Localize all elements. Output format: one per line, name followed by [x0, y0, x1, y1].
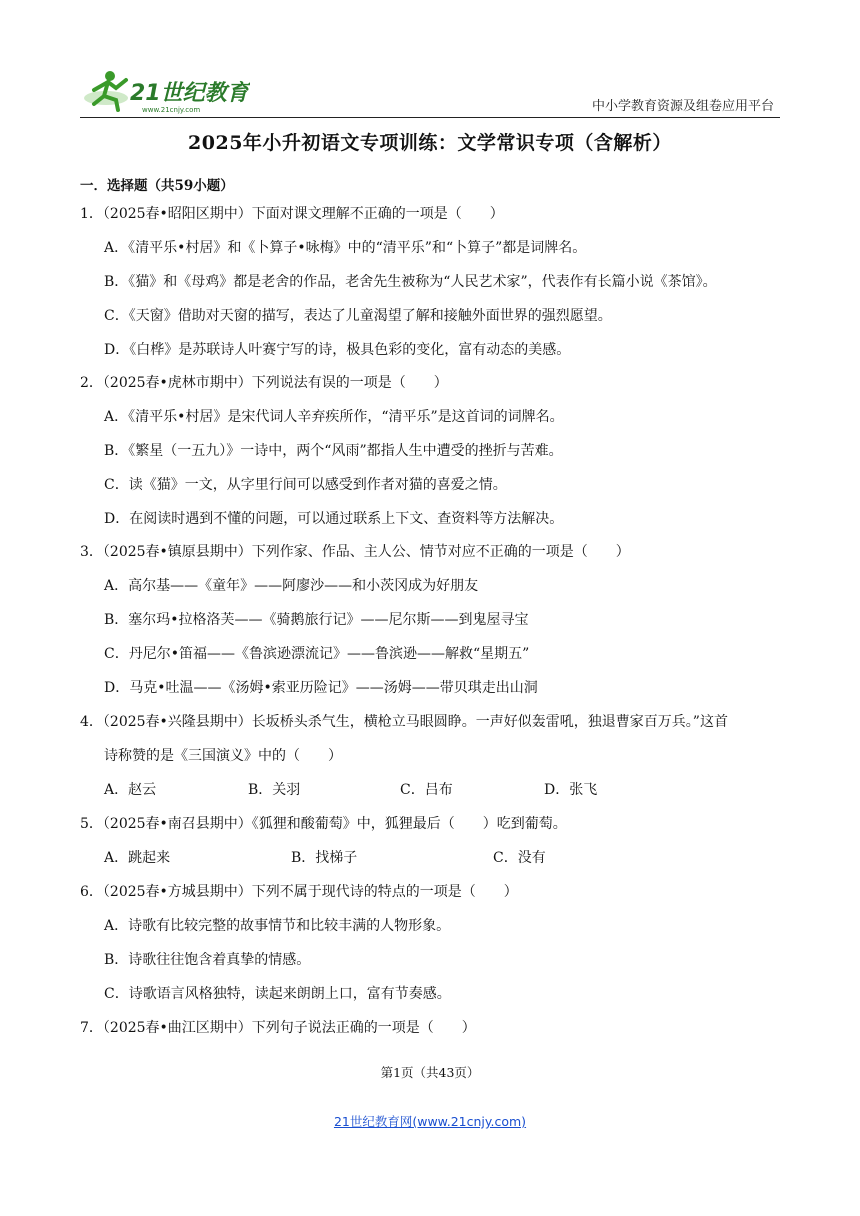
question-2-option-a: A．《清平乐•村居》是宋代词人辛弃疾所作，“清平乐”是这首词的词牌名。	[104, 409, 564, 425]
question-4-option-d: D．张飞	[544, 782, 598, 798]
logo	[80, 68, 250, 116]
logo-url-text: www.21cnjy.com	[142, 106, 201, 114]
header-divider	[80, 117, 780, 118]
question-2-option-d: D．在阅读时遇到不懂的问题，可以通过联系上下文、查资料等方法解决。	[104, 511, 564, 527]
question-4-option-a: A．赵云	[104, 782, 157, 798]
question-3-option-b: B．塞尔玛•拉格洛芙——《骑鹅旅行记》——尼尔斯——到鬼屋寻宝	[104, 612, 529, 628]
question-7-stem: 7．（2025春•曲江区期中）下列句子说法正确的一项是（ ）	[80, 1020, 476, 1036]
question-3-option-c: C．丹尼尔•笛福——《鲁滨逊漂流记》——鲁滨逊——解救“星期五”	[104, 646, 530, 662]
footer-link[interactable]: 21世纪教育网(www.21cnjy.com)	[333, 1114, 527, 1129]
logo-text: 21世纪教育	[130, 81, 249, 106]
question-1-option-b: B．《猫》和《母鸡》都是老舍的作品，老舍先生被称为“人民艺术家”，代表作有长篇小说《茶馆》。	[104, 274, 717, 290]
runner-logo-icon	[80, 68, 250, 116]
platform-name: 中小学教育资源及组卷应用平台	[591, 99, 774, 114]
question-5-option-b: B．找梯子	[291, 850, 358, 866]
question-6-stem: 6．（2025春•方城县期中）下列不属于现代诗的特点的一项是（ ）	[80, 884, 518, 900]
page-number: 第1页（共43页）	[380, 1065, 480, 1080]
document-title: 2025年小升初语文专项训练：文学常识专项（含解析）	[188, 132, 672, 154]
question-4-stem-line-2: 诗称赞的是《三国演义》中的（ ）	[104, 748, 342, 764]
question-4-option-c: C．吕布	[400, 782, 453, 798]
question-1-option-c: C．《天窗》借助对天窗的描写，表达了儿童渴望了解和接触外面世界的强烈愿望。	[104, 308, 612, 324]
question-1-option-d: D．《白桦》是苏联诗人叶赛宁写的诗，极具色彩的变化，富有动态的美感。	[104, 342, 571, 358]
question-1-option-a: A．《清平乐•村居》和《卜算子•咏梅》中的“清平乐”和“卜算子”都是词牌名。	[104, 240, 587, 256]
section-heading: 一．选择题（共59小题）	[80, 178, 234, 194]
question-3-stem: 3．（2025春•镇原县期中）下列作家、作品、主人公、情节对应不正确的一项是（ ）	[80, 544, 630, 560]
question-3-option-a: A．高尔基——《童年》——阿廖沙——和小茨冈成为好朋友	[104, 578, 479, 594]
question-6-option-b: B．诗歌往往饱含着真挚的情感。	[104, 952, 311, 968]
question-5-option-c: C．没有	[493, 850, 546, 866]
question-4-stem-line-1: 4．（2025春•兴隆县期中）长坂桥头杀气生，横枪立马眼圆睁。一声好似轰雷吼，独退曹家百万兵。”这首	[80, 714, 728, 730]
question-1-stem: 1．（2025春•昭阳区期中）下面对课文理解不正确的一项是（ ）	[80, 206, 504, 222]
question-3-option-d: D．马克•吐温——《汤姆•索亚历险记》——汤姆——带贝琪走出山洞	[104, 680, 538, 696]
question-6-option-c: C．诗歌语言风格独特，读起来朗朗上口，富有节奏感。	[104, 986, 451, 1002]
question-6-option-a: A．诗歌有比较完整的故事情节和比较丰满的人物形象。	[104, 918, 451, 934]
question-4-option-b: B．关羽	[248, 782, 301, 798]
question-5-stem: 5．（2025春•南召县期中）《狐狸和酸葡萄》中，狐狸最后（ ）吃到葡萄。	[80, 816, 567, 832]
question-5-option-a: A．跳起来	[104, 850, 171, 866]
question-2-stem: 2．（2025春•虎林市期中）下列说法有误的一项是（ ）	[80, 375, 448, 391]
question-2-option-c: C．读《猫》一文，从字里行间可以感受到作者对猫的喜爱之情。	[104, 477, 507, 493]
question-2-option-b: B．《繁星（一五九）》一诗中，两个“风雨”都指人生中遭受的挫折与苦难。	[104, 443, 563, 459]
